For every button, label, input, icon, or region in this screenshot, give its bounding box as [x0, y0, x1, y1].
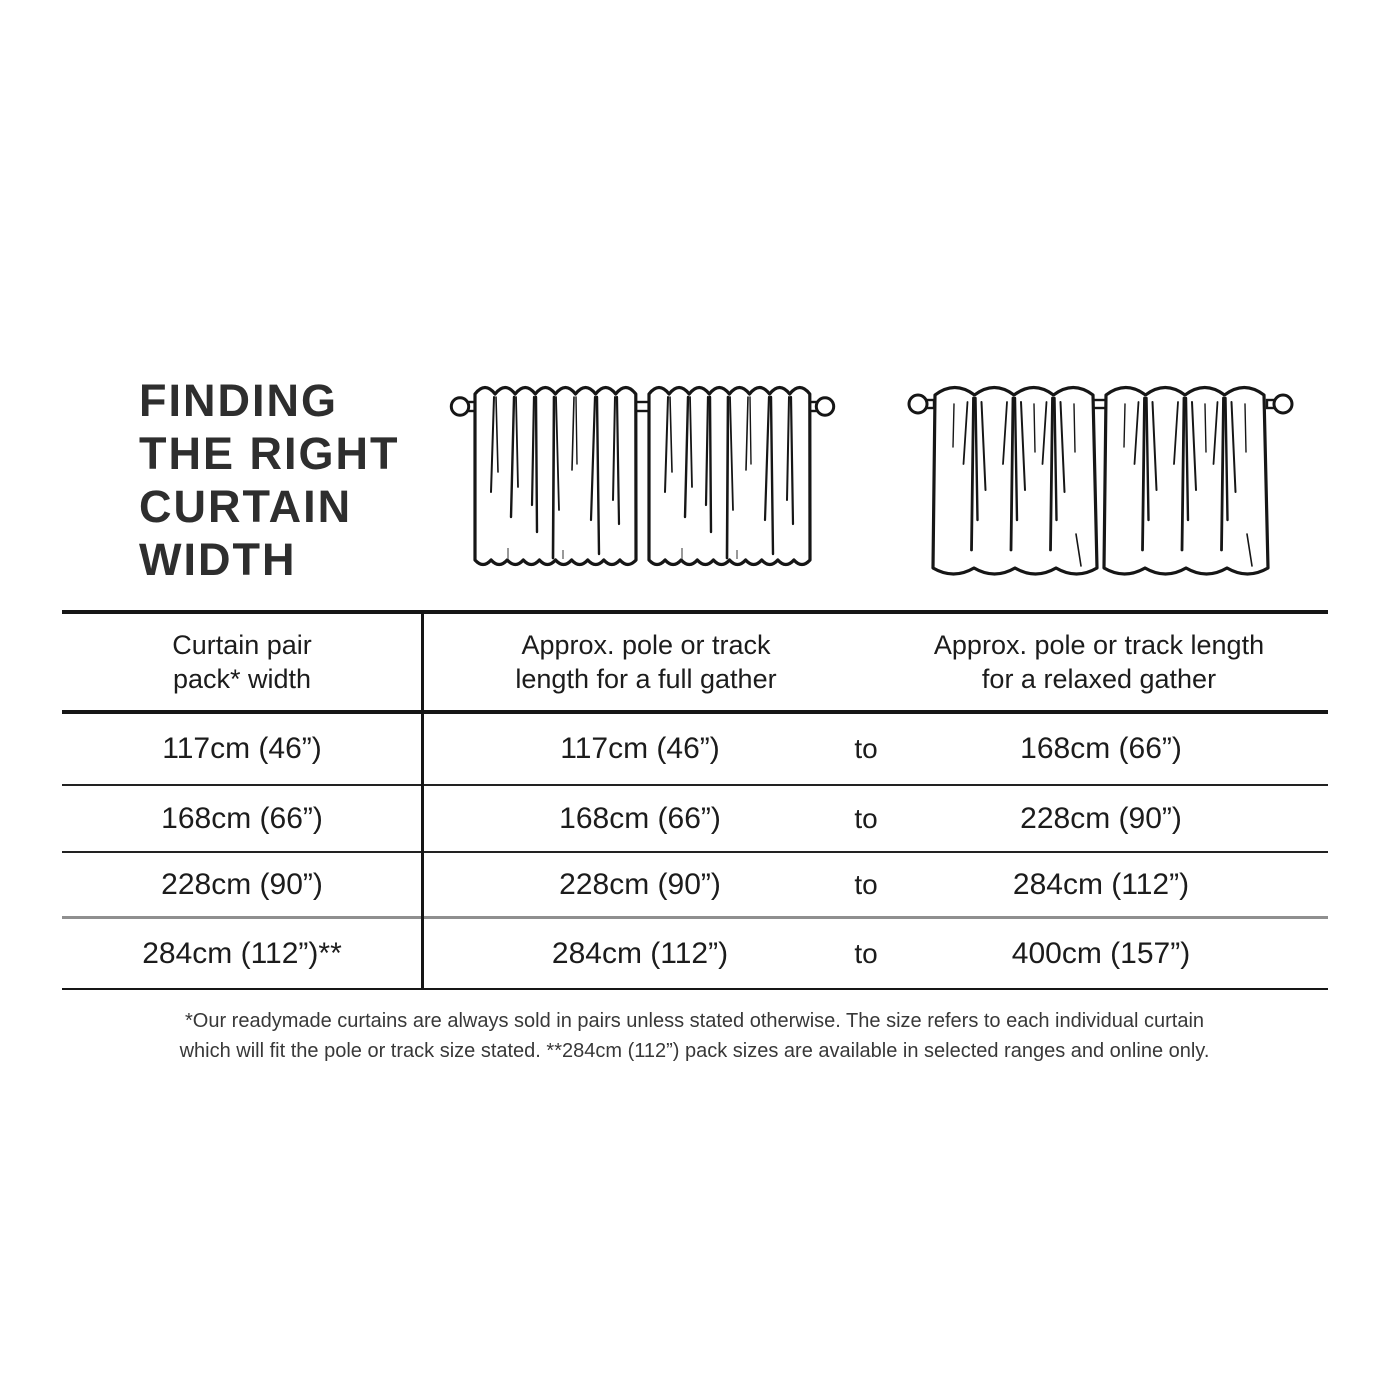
relaxed-gather-curtains-illustration — [905, 372, 1317, 597]
full-gather-value: 284cm (112”) — [551, 936, 729, 970]
page-title-line: CURTAIN — [139, 481, 353, 532]
table-row — [62, 786, 1328, 853]
pack-width-value: 228cm (90”) — [161, 867, 323, 901]
to-label: to — [854, 733, 878, 764]
pack-width-value: 284cm (112”)** — [142, 936, 342, 970]
full-gather-curtains-illustration — [448, 372, 860, 597]
header-line: length for a full gather — [515, 664, 777, 694]
table-row — [62, 919, 1328, 988]
to-label: to — [854, 802, 878, 834]
full-gather-value: 228cm (90”) — [559, 867, 721, 901]
relaxed-gather-value: 400cm (157”) — [1011, 936, 1191, 970]
pack-width-value: 117cm (46”) — [162, 732, 322, 765]
footnote-line: *Our readymade curtains are always sold in pairs unless stated otherwise. The size refers to each individual curtain — [184, 1010, 1205, 1032]
to-label: to — [854, 868, 878, 900]
header-line: for a relaxed gather — [981, 664, 1217, 694]
header-pack-width — [62, 614, 422, 710]
relaxed-gather-value: 284cm (112”) — [1012, 867, 1190, 901]
page-title-line: FINDING — [139, 375, 338, 426]
table-row — [62, 853, 1328, 919]
table-header-row — [62, 614, 1328, 714]
to-label: to — [854, 937, 878, 969]
table-row — [62, 714, 1328, 786]
page-title-line: WIDTH — [139, 534, 297, 585]
full-gather-value: 168cm (66”) — [559, 801, 721, 835]
curtain-size-table — [62, 610, 1328, 990]
header-line: pack* width — [172, 664, 312, 694]
header-line: Curtain pair — [172, 630, 312, 660]
pack-width-value: 168cm (66”) — [161, 801, 323, 835]
relaxed-gather-value: 228cm (90”) — [1020, 801, 1182, 835]
page-title — [139, 374, 400, 586]
footnote — [0, 1006, 1389, 1066]
full-gather-curtains-icon — [448, 372, 860, 597]
relaxed-gather-curtains-icon — [905, 372, 1317, 597]
footnote-line: which will fit the pole or track size stated. **284cm (112”) pack sizes are available in selected ranges and online only. — [179, 1040, 1210, 1062]
relaxed-gather-value: 168cm (66”) — [1020, 732, 1182, 765]
table-column-divider — [421, 614, 424, 988]
header-line: Approx. pole or track — [521, 630, 771, 660]
header-relaxed-gather — [870, 614, 1328, 710]
full-gather-value: 117cm (46”) — [560, 732, 720, 765]
header-line: Approx. pole or track length — [933, 630, 1265, 660]
page-title-line: THE RIGHT — [139, 428, 400, 479]
header-full-gather — [422, 614, 870, 710]
